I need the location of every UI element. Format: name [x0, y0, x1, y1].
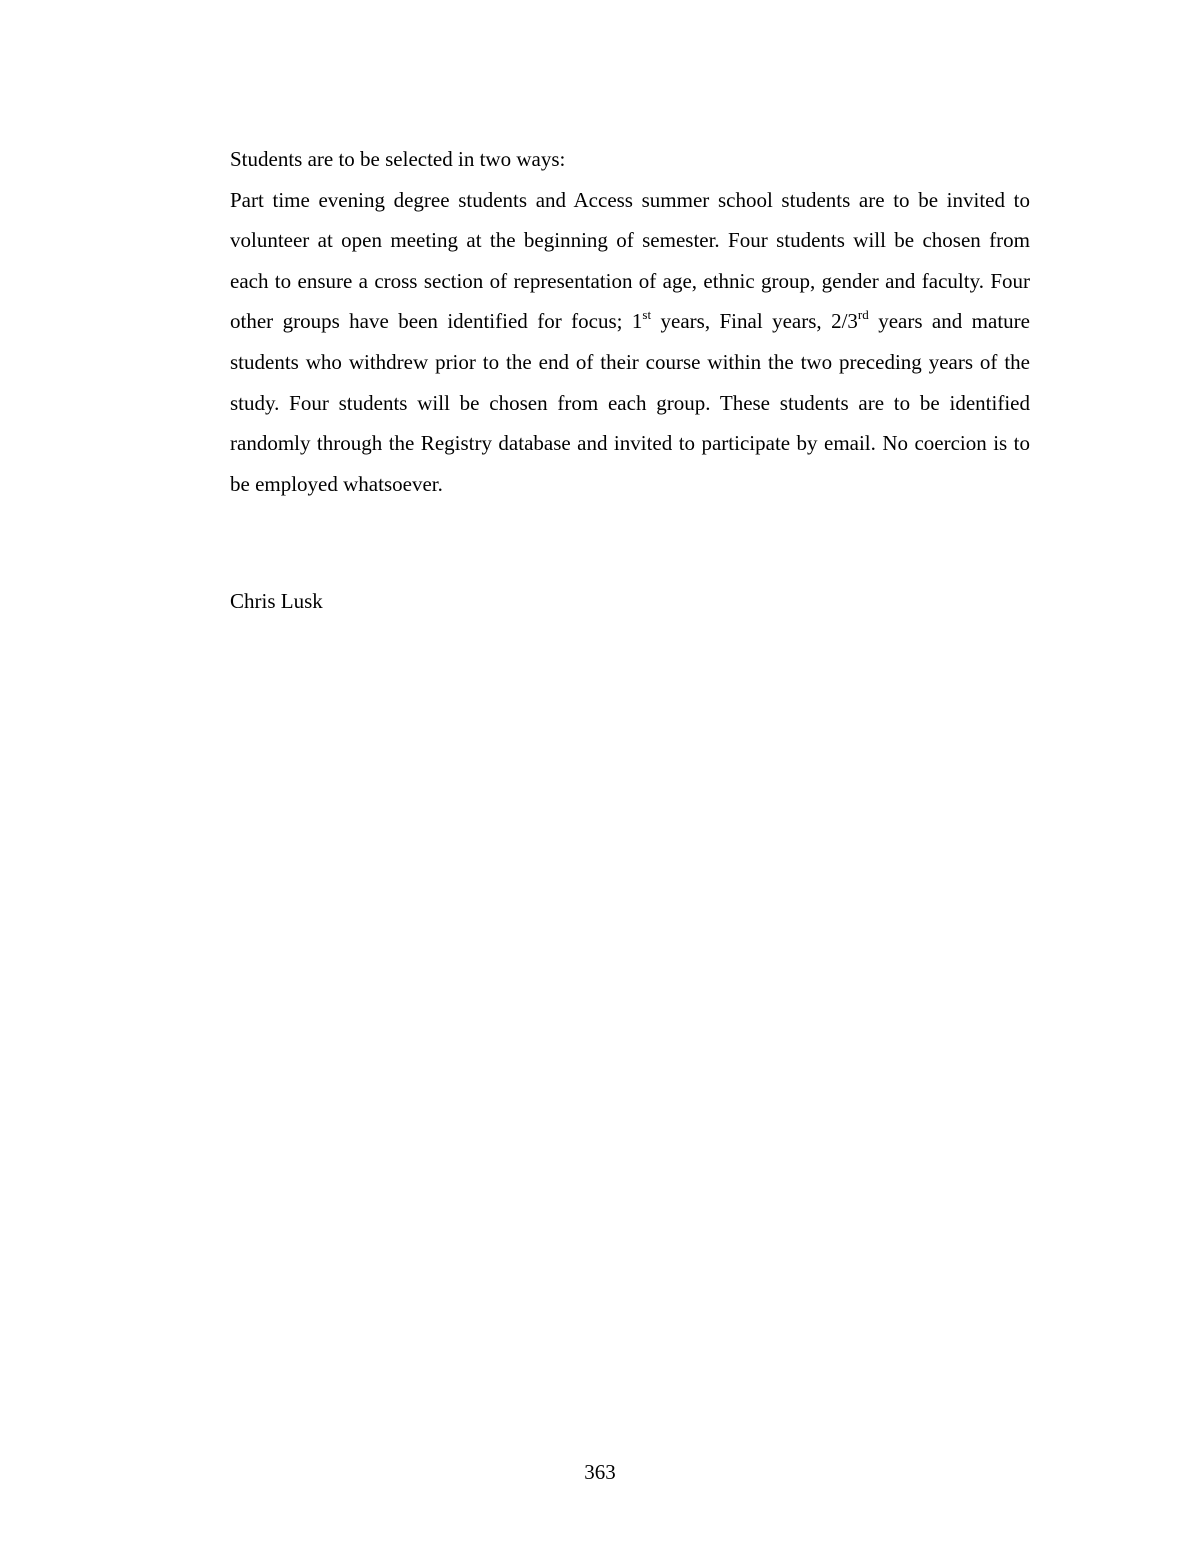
paragraph-part-3: years and mature students who withdrew prior to the end of their course within the two preceding years of the study. Four students will be chosen from each group. These students are to be identified randomly through the Registry database and invited to participate by email. No coercion is to be employed whatsoever. [230, 309, 1030, 496]
paragraph-part-2: years, Final years, 2/3 [651, 309, 858, 334]
superscript-st: st [642, 307, 652, 323]
body-text [230, 139, 1030, 504]
signature-name: Chris Lusk [230, 589, 323, 613]
superscript-rd: rd [857, 307, 869, 323]
page-number: 363 [584, 1460, 616, 1484]
body-paragraph [230, 180, 1030, 505]
intro-line: Students are to be selected in two ways: [230, 147, 566, 171]
paragraph-part-1: Part time evening degree students and Access summer school students are to be invited to volunteer at open meeting at the beginning of semester. Four students will be chosen from each to ensure a cross section of representation of age, ethnic group, gender and faculty. Four other groups have been identified for focus; 1 [230, 187, 1030, 334]
